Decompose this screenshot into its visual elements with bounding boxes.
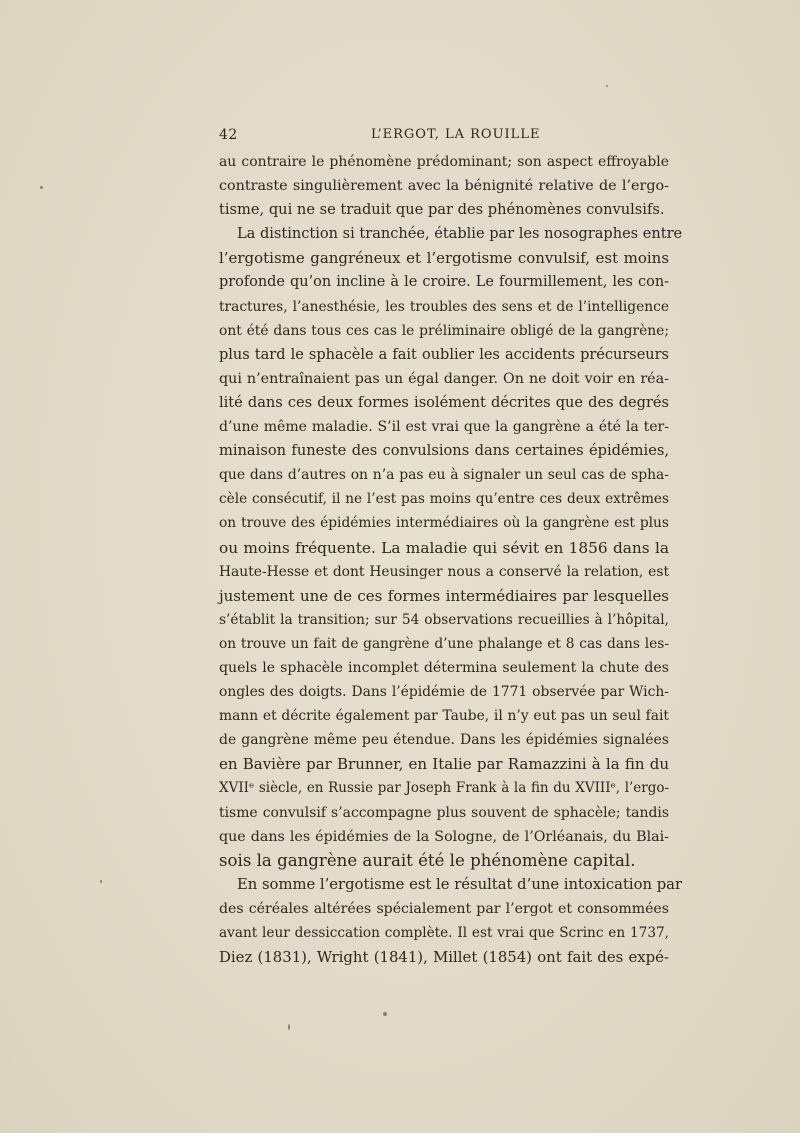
text-line: d’une même maladie. S’il est vrai que la gangrène a été la ter- — [219, 419, 669, 436]
text-line: XVIIᵉ siècle, en Russie par Joseph Frank à la fin du XVIIIᵉ, l’ergo- — [219, 780, 669, 797]
text-line: minaison funeste des convulsions dans certaines épidémies, — [219, 442, 669, 460]
text-line: on trouve un fait de gangrène d’une phalange et 8 cas dans les- — [219, 635, 669, 652]
paper-speck — [40, 186, 43, 189]
text-line: des céréales altérées spécialement par l’ergot et consommées — [219, 900, 669, 917]
text-line: avant leur dessiccation complète. Il est vrai que Scrinc en 1737, — [219, 925, 669, 941]
page-number: 42 — [219, 127, 238, 143]
text-line: La distinction si tranchée, établie par les nosographes entre — [237, 225, 683, 243]
text-line: tisme, qui ne se traduit que par des phénomènes convulsifs. — [219, 201, 665, 219]
text-line: en Bavière par Brunner, en Italie par Ramazzini à la fin du — [219, 755, 669, 774]
text-line: contraste singulièrement avec la bénignité relative de l’ergo- — [219, 178, 669, 195]
text-line: qui n’entraînaient pas un égal danger. On ne doit voir en réa- — [219, 370, 669, 387]
text-line: s’établit la transition; sur 54 observations recueillies à l’hôpital, — [219, 611, 669, 628]
text-line: quels le sphacèle incomplet détermina seulement la chute des — [219, 659, 669, 676]
paper-speck — [383, 1012, 387, 1016]
text-line: tractures, l’anesthésie, les troubles des sens et de l’intelligence — [219, 298, 669, 315]
text-line: Diez (1831), Wright (1841), Millet (1854) ont fait des expé- — [219, 948, 669, 967]
text-line: que dans les épidémies de la Sologne, de l’Orléanais, du Blai- — [219, 828, 669, 845]
text-line: que dans d’autres on n’a pas eu à signaler un seul cas de spha- — [219, 467, 669, 484]
text-line: au contraire le phénomène prédominant; son aspect effroyable — [219, 154, 669, 170]
text-line: ont été dans tous ces cas le préliminaire obligé de la gangrène; — [219, 322, 669, 339]
text-line: ou moins fréquente. La maladie qui sévit en 1856 dans la — [219, 538, 669, 557]
text-line: Haute-Hesse et dont Heusinger nous a conservé la relation, est — [219, 563, 669, 580]
running-title: L’ERGOT, LA ROUILLE — [371, 127, 541, 142]
text-line: on trouve des épidémies intermédiaires où la gangrène est plus — [219, 515, 669, 532]
text-line: justement une de ces formes intermédiaires par lesquelles — [219, 586, 669, 605]
text-line: En somme l’ergotisme est le résultat d’une intoxication par — [237, 875, 683, 893]
text-line: profonde qu’on incline à le croire. Le fourmillement, les con- — [219, 274, 669, 291]
text-line: lité dans ces deux formes isolément décrites que des degrés — [219, 393, 669, 411]
text-line: sois la gangrène aurait été le phénomène capital. — [219, 850, 636, 870]
paper-speck — [100, 880, 102, 883]
text-line: ongles des doigts. Dans l’épidémie de 1771 observée par Wich- — [219, 684, 669, 701]
text-line: cèle consécutif, il ne l’est pas moins qu’entre ces deux extrêmes — [219, 491, 669, 508]
text-line: plus tard le sphacèle a fait oublier les accidents précurseurs — [219, 346, 669, 363]
paper-speck — [288, 1024, 290, 1030]
body-text — [219, 150, 683, 969]
text-line: tisme convulsif s’accompagne plus souvent de sphacèle; tandis — [219, 804, 669, 821]
text-line: mann et décrite également par Taube, il n’y eut pas un seul fait — [219, 708, 669, 725]
text-line: de gangrène même peu étendue. Dans les épidémies signalées — [219, 732, 669, 749]
page-header — [219, 127, 669, 149]
text-line: l’ergotisme gangréneux et l’ergotisme convulsif, est moins — [219, 249, 669, 268]
paper-speck — [606, 85, 608, 87]
